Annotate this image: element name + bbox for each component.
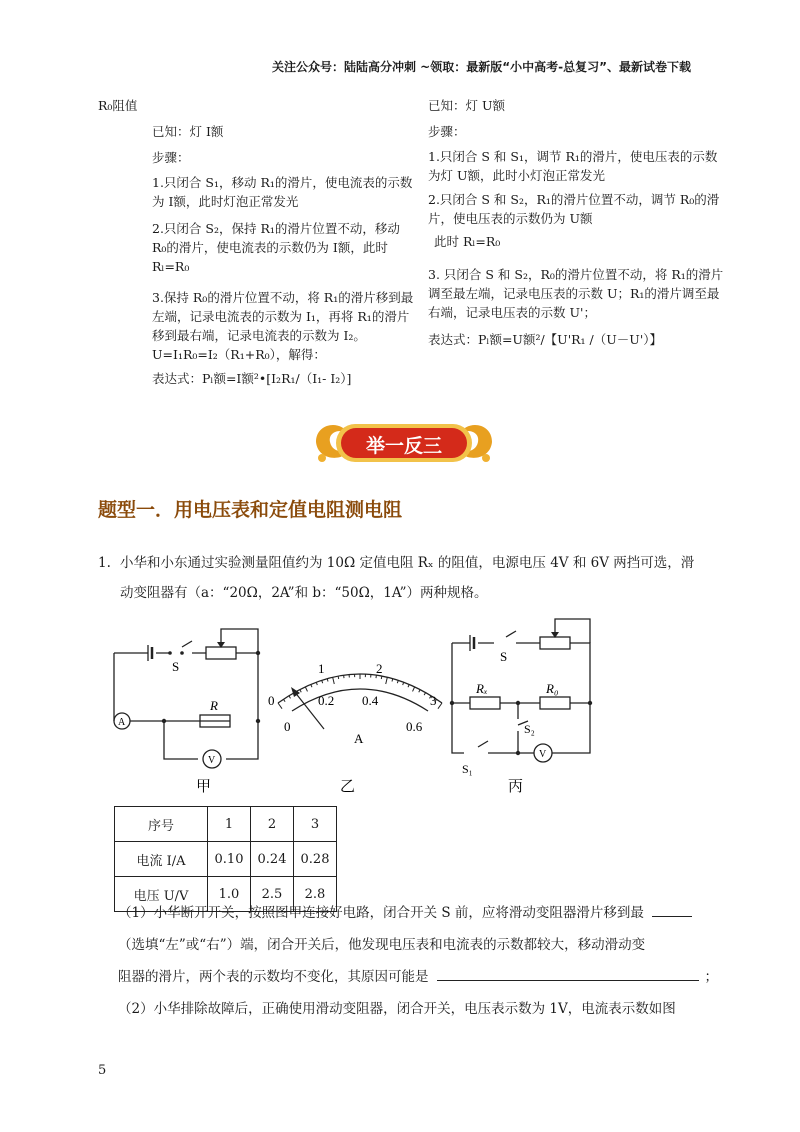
table-cell: 2.5 (251, 877, 294, 912)
meter-tick (316, 682, 317, 685)
meter-bottom-1: 0.2 (318, 693, 335, 708)
meter-tick (283, 699, 285, 702)
table-cell: 0.10 (208, 842, 251, 877)
bing-label-s2: S₂ (524, 722, 535, 736)
meter-bottom-3: 0.6 (406, 719, 423, 734)
meter-bottom-0: 0 (284, 719, 291, 734)
sub1-line-b: （选填“左”或“右”）端，闭合开关后，他发现电压表和电流表的示数都较大，移动滑动变 (118, 937, 646, 953)
table-cell: 0.28 (294, 842, 337, 877)
meter-tick (438, 703, 442, 709)
bing-label-r0: R₀ (546, 681, 559, 696)
circuit-figures (100, 615, 620, 805)
left-known: 已知：灯 I额 (152, 124, 224, 139)
right-step1: 1.只闭合 S 和 S₁，调节 R₁的滑片，使电压表的示数为灯 U额，此时小灯泡正常发光 (428, 149, 718, 183)
right-steps-label: 步骤： (428, 124, 466, 139)
left-step1: 1.只闭合 S₁，移动 R₁的滑片，使电流表的示数为 I额，此时灯泡正常发光 (152, 175, 413, 209)
meter-top-2: 2 (376, 661, 383, 676)
meter-tick (338, 676, 339, 679)
table-cell: 2.8 (294, 877, 337, 912)
page-number: 5 (98, 1063, 107, 1078)
jia-ammeter-label: A (118, 717, 126, 728)
sub1-line-a (118, 898, 692, 928)
meter-unit: A (354, 731, 364, 746)
meter-tick (403, 682, 404, 685)
meter-top-0: 0 (268, 693, 275, 708)
bing-label-s: S (500, 649, 508, 664)
right-step2: 2.只闭合 S 和 S₂，R₁的滑片位置不动，调节 R₀的滑片，使电压表的示数仍为 U额 (428, 192, 720, 226)
left-steps-label: 步骤： (152, 150, 190, 165)
table-row (115, 842, 337, 877)
jia-label-r: R (210, 698, 218, 713)
circuit-bing (452, 619, 590, 762)
meter-tick (311, 684, 312, 687)
jia-caption: 甲 (196, 779, 212, 795)
jia-label-s: S (172, 659, 180, 674)
table-header-cell: 3 (294, 807, 337, 842)
meter-yi (278, 674, 442, 711)
right-known: 已知：灯 U额 (428, 98, 506, 113)
table-cell: 1.0 (208, 877, 251, 912)
left-step3: 3.保持 R₀的滑片位置不动，将 R₁的滑片移到最左端，记录电流表的示数为 I₁，再将 R₁的滑片移到最右端，记录电流表的示数为 I₂。 (152, 290, 414, 343)
right-column (428, 96, 728, 349)
left-step2: 2.只闭合 S₂，保持 R₁的滑片位置不动，移动 R₀的滑片，使电流表的示数仍为 I额，此时 Rₗ=R₀ (152, 221, 400, 274)
meter-tick (381, 676, 382, 679)
left-heading: R₀阻值 (98, 98, 138, 113)
table-header-row (115, 807, 337, 842)
meter-bottom-2: 0.4 (362, 693, 379, 708)
left-column (98, 96, 416, 388)
meter-tick (333, 677, 335, 684)
sub1-text-c-end: ； (704, 969, 718, 985)
yi-caption: 乙 (340, 779, 356, 795)
meter-tick (305, 687, 307, 692)
meter-tick (300, 690, 301, 693)
banner (306, 412, 502, 474)
sub1-text-c: 阻器的滑片，两个表的示数均不变化，其原因可能是 (118, 969, 429, 985)
circuit-jia (114, 629, 258, 768)
table-cell: 电流 I/A (115, 842, 208, 877)
table-header-cell: 1 (208, 807, 251, 842)
left-expression: 表达式：Pₗ额=I额²•[I₂R₁/（I₁- I₂）] (152, 371, 352, 386)
sub1-line-c (118, 962, 718, 992)
sub1-text-a: （1）小华断开开关，按照图甲连接好电路，闭合开关 S 前，应将滑动变阻器滑片移到最 (118, 905, 644, 921)
bing-label-s1: S₁ (462, 762, 473, 776)
bing-voltmeter-label: V (539, 749, 547, 760)
data-table (114, 806, 337, 912)
answer-blank-1[interactable] (652, 916, 692, 917)
meter-top-1: 1 (318, 661, 325, 676)
meter-tick (289, 696, 291, 699)
meter-tick (419, 690, 420, 693)
bing-caption: 丙 (508, 779, 524, 795)
answer-blank-2[interactable] (437, 980, 699, 981)
bing-label-rx: Rₓ (476, 681, 488, 696)
meter-tick (413, 687, 415, 692)
meter-tick (278, 703, 282, 709)
right-step3: 3. 只闭合 S 和 S₂，R₀的滑片位置不动，将 R₁的滑片调至最左端，记录电压表的示数 U；R₁的滑片调至最右端，记录电压表的示数 U'； (428, 267, 724, 320)
table-header-cell: 2 (251, 807, 294, 842)
table-cell: 电压 U/V (115, 877, 208, 912)
meter-tick (408, 684, 409, 687)
right-step2b: 此时 Rₗ=R₀ (434, 234, 501, 249)
left-equation: U=I₁R₀=I₂（R₁+R₀），解得： (152, 347, 326, 362)
sub2-line: （2）小华排除故障后，正确使用滑动变阻器，闭合开关，电压表示数为 1V，电流表示数如图 (118, 1001, 676, 1017)
meter-tick (424, 693, 425, 696)
page-header: 关注公众号：陆陆高分冲刺 ~领取：最新版“小中高考-总复习”、最新试卷下载 (272, 60, 691, 74)
banner-label: 举一反三 (365, 435, 442, 457)
meter-top-3: 3 (430, 693, 437, 708)
table-header-cell: 序号 (115, 807, 208, 842)
section-title: 题型一．用电压表和定值电阻测电阻 (98, 499, 403, 521)
question-line2: 动变阻器有（a：“20Ω，2A”和 b：“50Ω，1A”）两种规格。 (120, 585, 488, 601)
question-line1: 小华和小东通过实验测量阻值约为 10Ω 定值电阻 Rₓ 的阻值，电源电压 4V 和 6V 两挡可选，滑 (120, 555, 695, 571)
jia-voltmeter-label: V (208, 755, 216, 766)
question-number: 1. (98, 555, 111, 571)
table-cell: 0.24 (251, 842, 294, 877)
meter-tick (386, 677, 388, 684)
right-expression: 表达式：Pₗ额=U额²/【U'R₁ /（U－U'）】 (428, 332, 663, 347)
